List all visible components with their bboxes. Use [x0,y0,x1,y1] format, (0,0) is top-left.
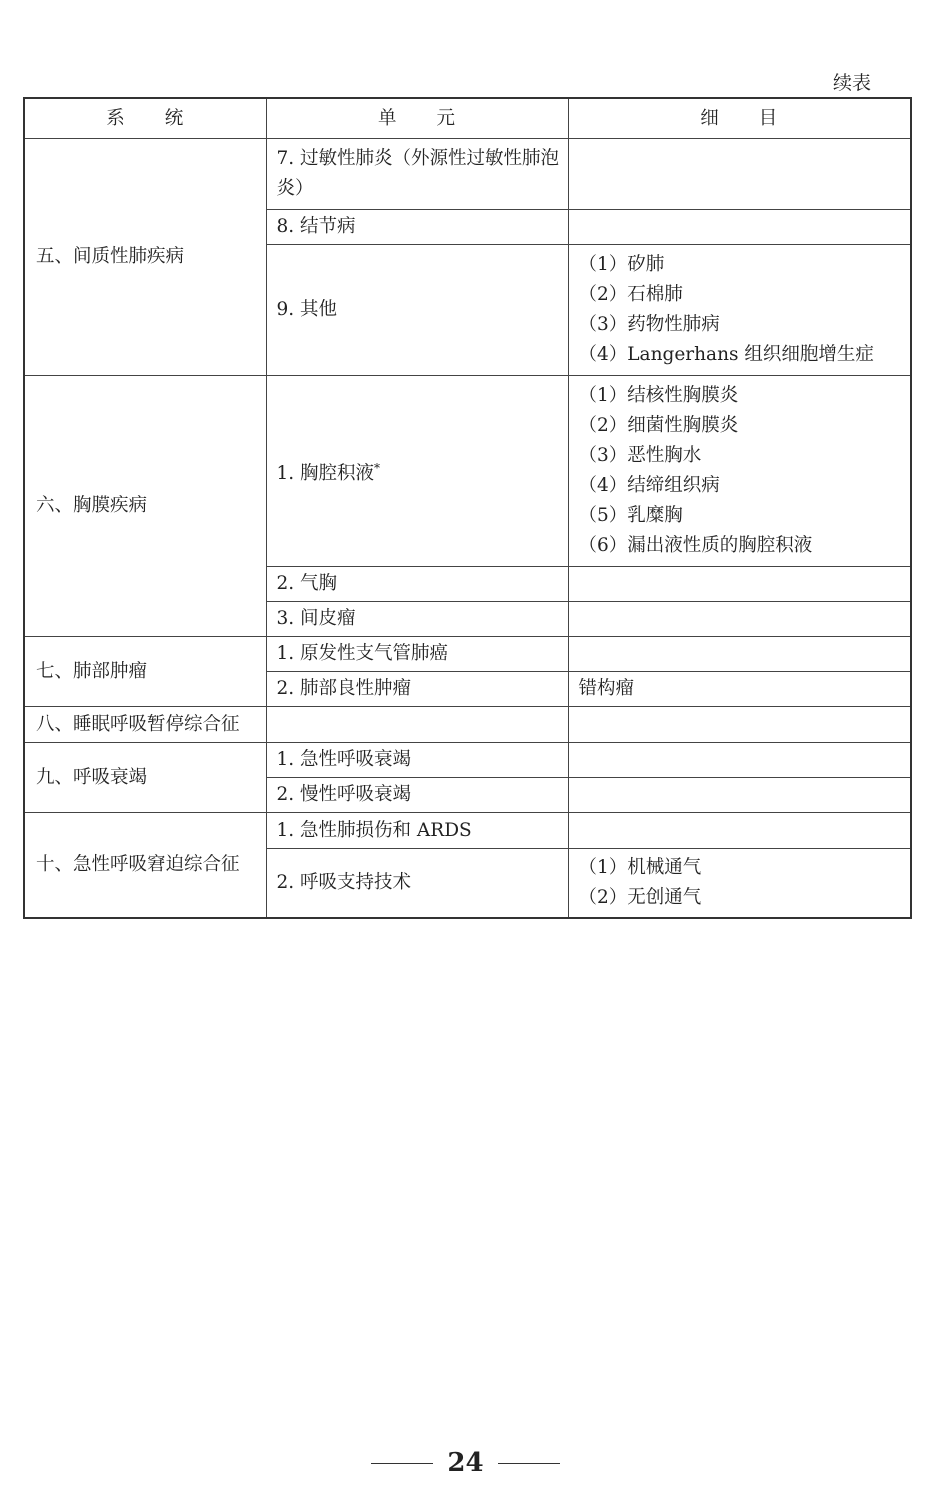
unit-cell: 2. 慢性呼吸衰竭 [266,778,568,813]
table-row [24,637,911,672]
unit-cell: 1. 原发性支气管肺癌 [266,637,568,672]
detail-cell [568,778,911,813]
detail-item: （3）药物性肺病 [578,314,720,335]
header-system: 系 统 [24,98,266,139]
detail-item: （4）Langerhans 组织细胞增生症 [578,344,874,365]
detail-item: （2）无创通气 [578,886,702,908]
detail-cell [568,707,911,743]
unit-cell: 3. 间皮瘤 [266,602,568,637]
detail-item: （4）结缔组织病 [578,475,720,496]
unit-label: 1. 胸腔积液 [276,463,375,485]
table-header-row [24,98,911,139]
table-row [24,813,911,849]
detail-cell [568,602,911,637]
unit-cell: 7. 过敏性肺炎（外源性过敏性肺泡炎） [266,139,568,210]
unit-cell [266,707,568,743]
detail-cell [568,567,911,602]
detail-item: （5）乳糜胸 [578,505,683,526]
header-detail: 细 目 [568,98,911,139]
system-cell: 十、急性呼吸窘迫综合征 [24,813,266,918]
detail-item: （1）结核性胸膜炎 [578,385,739,406]
unit-cell: 1. 急性肺损伤和 ARDS [266,813,568,849]
unit-cell: 2. 气胸 [266,567,568,602]
system-cell: 五、间质性肺疾病 [24,139,266,376]
detail-item: （6）漏出液性质的胸腔积液 [578,535,813,556]
detail-cell [568,637,911,672]
page-footer [0,1448,931,1478]
detail-cell [568,813,911,849]
detail-item: （3）恶性胸水 [578,445,702,466]
asterisk-mark: * [374,460,381,475]
table-row [24,707,911,743]
syllabus-table [23,97,912,919]
detail-cell [568,210,911,245]
unit-cell: 1. 急性呼吸衰竭 [266,743,568,778]
system-cell: 八、睡眠呼吸暂停综合征 [24,707,266,743]
system-cell: 九、呼吸衰竭 [24,743,266,813]
unit-cell [266,376,568,567]
page-number: 24 [447,1448,484,1478]
system-cell: 六、胸膜疾病 [24,376,266,637]
detail-item: （2）细菌性胸膜炎 [578,415,739,436]
footer-rule-right [498,1463,560,1464]
unit-cell: 2. 呼吸支持技术 [266,849,568,918]
table-row [24,139,911,210]
system-cell: 七、肺部肿瘤 [24,637,266,707]
unit-cell: 2. 肺部良性肿瘤 [266,672,568,707]
detail-item: （1）矽肺 [578,254,665,275]
detail-cell [568,245,911,376]
table-row [24,376,911,567]
detail-cell: 错构瘤 [568,672,911,707]
detail-item: （2）石棉肺 [578,284,683,305]
detail-cell [568,139,911,210]
unit-cell: 9. 其他 [266,245,568,376]
header-unit: 单 元 [266,98,568,139]
unit-cell: 8. 结节病 [266,210,568,245]
detail-item: （1）机械通气 [578,856,702,878]
footer-rule-left [371,1463,433,1464]
detail-cell [568,743,911,778]
table-row [24,743,911,778]
detail-cell [568,376,911,567]
continued-label: 续表 [832,72,871,94]
detail-cell [568,849,911,918]
